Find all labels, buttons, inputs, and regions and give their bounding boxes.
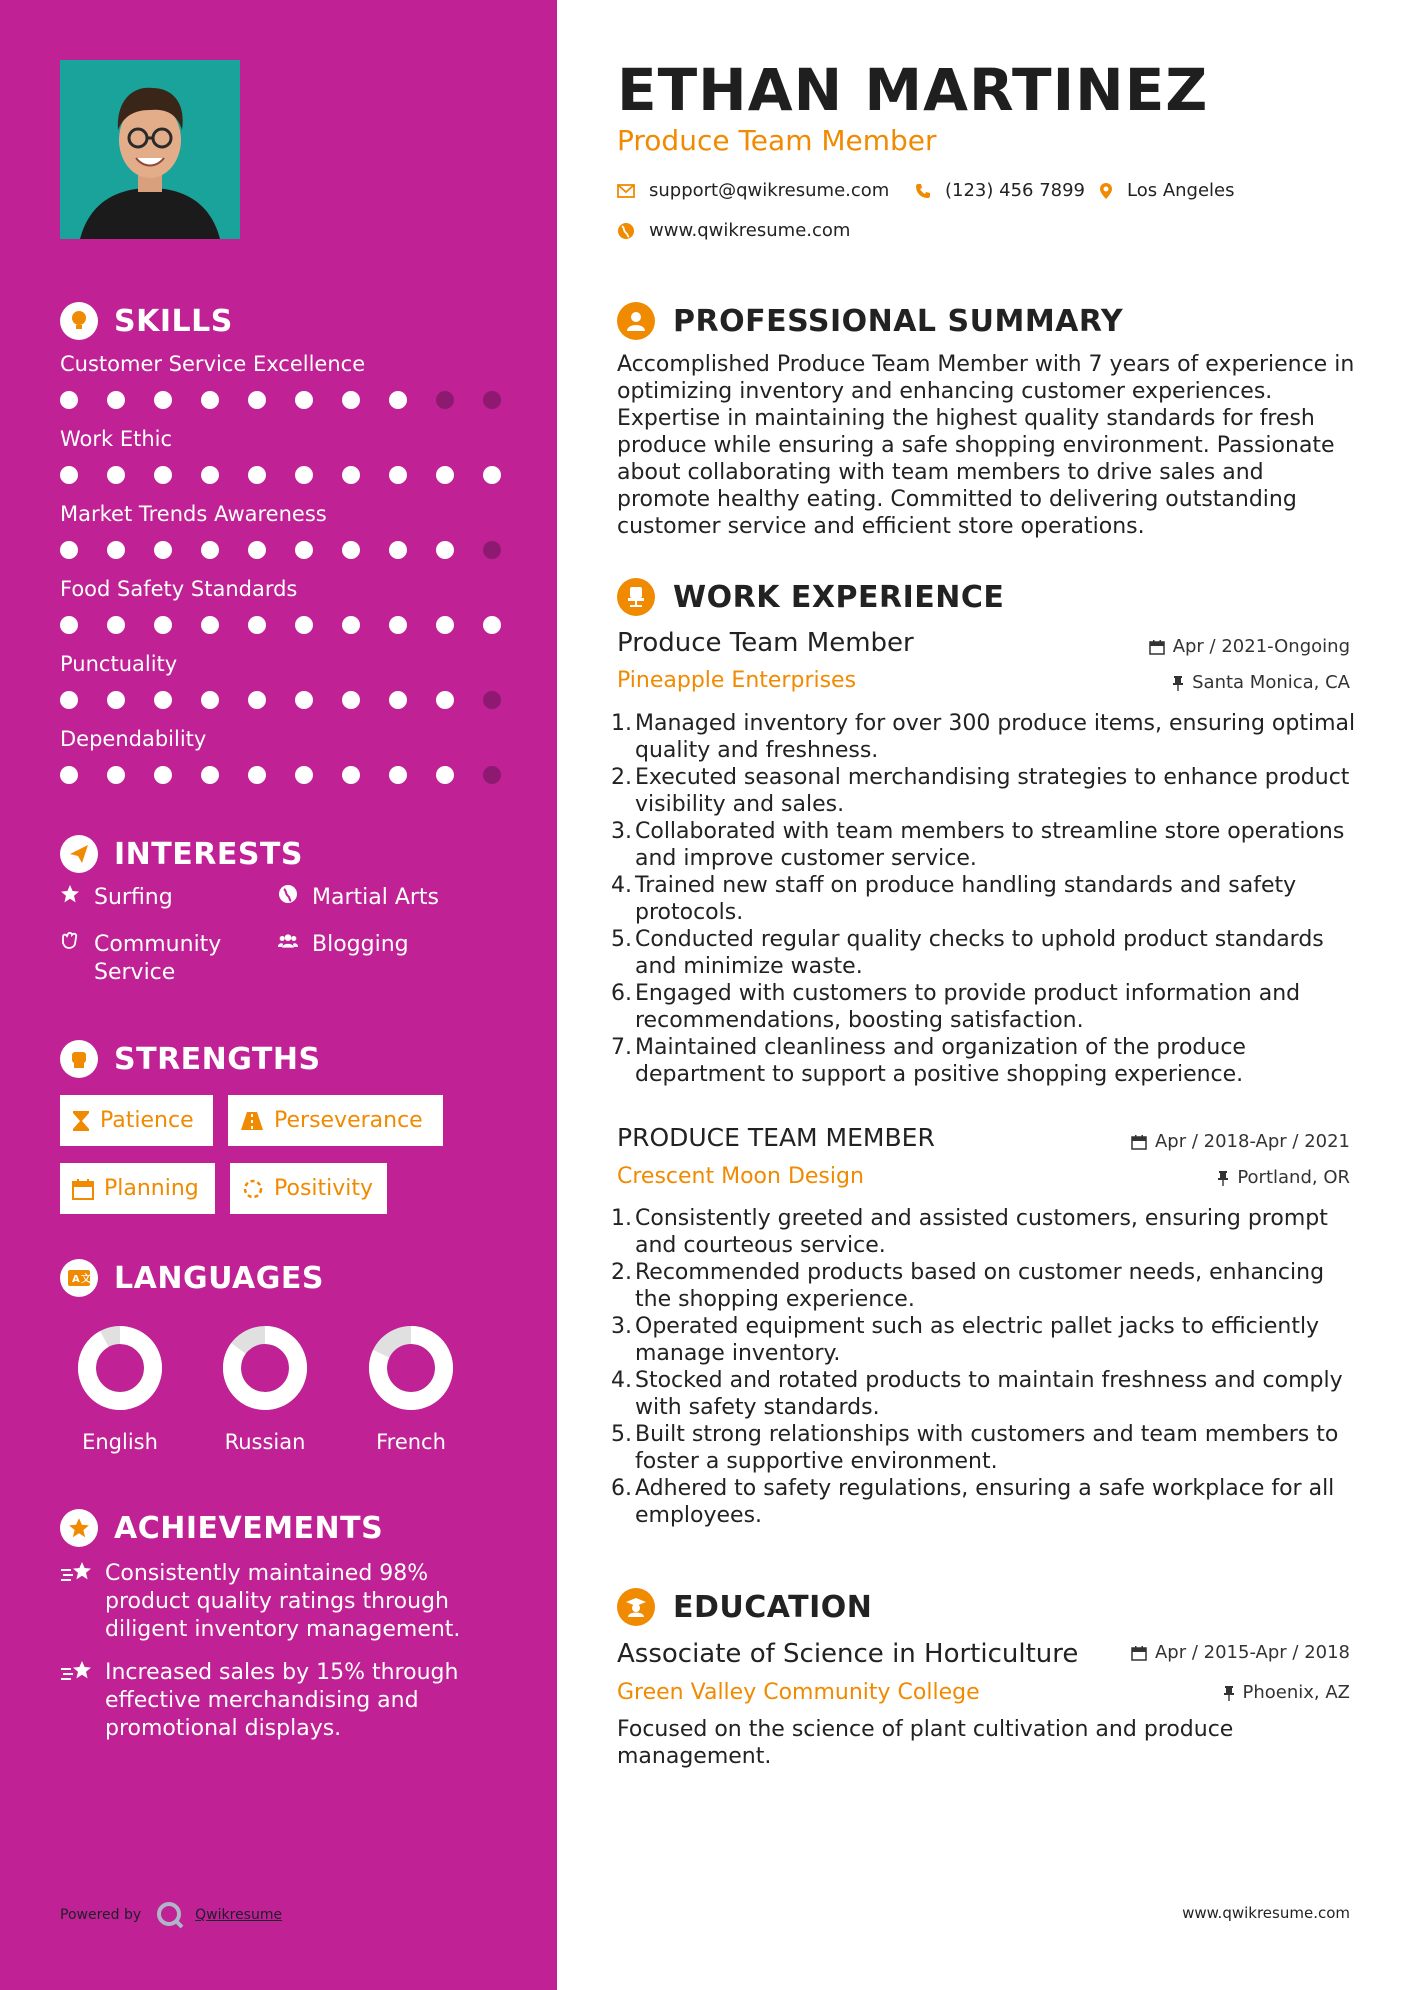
calendar-icon (1131, 1134, 1147, 1150)
skill-dot (389, 766, 407, 784)
education-degree: Associate of Science in Horticulture (617, 1639, 1079, 1669)
job-bullet-list (611, 1205, 1357, 1529)
job-bullet (611, 1367, 1357, 1421)
skill-dot (154, 466, 172, 484)
bullet-number: 6. (611, 1476, 632, 1501)
paper-plane-icon (60, 835, 98, 873)
lightbulb-icon (60, 302, 98, 340)
bullet-text: Executed seasonal merchandising strategies to enhance product visibility and sales. (635, 765, 1350, 817)
job-bullet (611, 1313, 1357, 1367)
bullet-number: 7. (611, 1035, 632, 1060)
skill-dot (295, 766, 313, 784)
skill-dot (342, 766, 360, 784)
bullet-number: 4. (611, 873, 632, 898)
job-role: PRODUCE TEAM MEMBER (617, 1123, 935, 1152)
skills-title: SKILLS (114, 303, 233, 339)
qwikresume-logo-icon (155, 1900, 185, 1930)
skill-name: Work Ethic (60, 427, 173, 451)
languages-title: LANGUAGES (114, 1260, 324, 1296)
job-bullet (611, 1034, 1357, 1088)
bullet-number: 4. (611, 1368, 632, 1393)
skill-dot (436, 391, 454, 409)
skill-dot (201, 616, 219, 634)
skill-dot (342, 391, 360, 409)
contact-phone[interactable]: (123) 456 7899 (915, 180, 1085, 201)
skill-dot (248, 691, 266, 709)
skill-dot (342, 691, 360, 709)
bullet-number: 1. (611, 711, 632, 736)
skill-name: Punctuality (60, 652, 178, 676)
skill-dot (154, 766, 172, 784)
map-pin-icon (1099, 182, 1113, 200)
skill-dot (154, 616, 172, 634)
education-heading: EDUCATION (617, 1588, 872, 1626)
achievements-title: ACHIEVEMENTS (114, 1510, 384, 1546)
bullet-number: 1. (611, 1206, 632, 1231)
job-bullet (611, 1421, 1357, 1475)
language-label-french: French (376, 1430, 446, 1454)
skill-dot (389, 691, 407, 709)
bullet-text: Built strong relationships with customers and team members to foster a supportive environment. (635, 1422, 1339, 1474)
skill-name: Market Trends Awareness (60, 502, 327, 526)
skill-dot (436, 766, 454, 784)
bullet-text: Trained new staff on produce handling standards and safety protocols. (635, 873, 1297, 925)
language-rings (0, 1318, 557, 1418)
bullet-text: Adhered to safety regulations, ensuring a safe workplace for all employees. (635, 1476, 1335, 1528)
skill-dot (436, 466, 454, 484)
star-icon (60, 884, 80, 904)
skill-name: Customer Service Excellence (60, 352, 366, 376)
hand-icon (60, 931, 80, 951)
bullet-number: 2. (611, 1260, 632, 1285)
qwikresume-link[interactable]: Qwikresume (195, 1907, 283, 1923)
education-school: Green Valley Community College (617, 1680, 980, 1705)
job-bullet (611, 1475, 1357, 1529)
skill-dot (436, 616, 454, 634)
pushpin-icon (1217, 1170, 1229, 1186)
summary-text: Accomplished Produce Team Member with 7 years of experience in optimizing inventory and enhancing customer experiences. Expertise in maintaining the highest quality standards for fresh produce while ensuring a safe shopping environment. Passionate about collaborating with team members to drive sales and promote healthy eating. Committed to delivering outstanding customer service and efficient store operations. (617, 352, 1355, 539)
bullet-text: Collaborated with team members to streamline store operations and improve customer service. (635, 819, 1345, 871)
bullet-text: Engaged with customers to provide product information and recommendations, boosting satisfaction. (635, 981, 1301, 1033)
job-bullet (611, 1259, 1357, 1313)
skill-dot (248, 541, 266, 559)
skill-dot (389, 391, 407, 409)
sidebar (0, 0, 557, 1990)
education-dates: Apr / 2015-Apr / 2018 (1131, 1642, 1350, 1663)
job-bullet-list (611, 710, 1357, 1088)
job-bullet (611, 764, 1357, 818)
experience-heading: WORK EXPERIENCE (617, 578, 1004, 616)
job-bullet (611, 818, 1357, 872)
skill-dot (107, 691, 125, 709)
interest-item-community-service: Community Service (60, 931, 250, 987)
education-text: Focused on the science of plant cultivation and produce management. (617, 1717, 1234, 1769)
skill-dot (295, 466, 313, 484)
skill-dot (483, 691, 501, 709)
envelope-icon (617, 184, 635, 198)
calendar-icon (1149, 639, 1165, 655)
skill-dot (60, 691, 78, 709)
skill-dot (248, 616, 266, 634)
job-company: Pineapple Enterprises (617, 668, 857, 693)
bullet-text: Conducted regular quality checks to uphold product standards and minimize waste. (635, 927, 1324, 979)
bullet-text: Recommended products based on customer needs, enhancing the shopping experience. (635, 1260, 1325, 1312)
candidate-title: Produce Team Member (617, 124, 937, 157)
skill-rating (60, 616, 530, 634)
bullet-text: Maintained cleanliness and organization of the produce department to support a positive shopping experience. (635, 1035, 1246, 1087)
skill-dot (107, 766, 125, 784)
skill-dot (342, 466, 360, 484)
skill-dot (201, 541, 219, 559)
languages-heading (60, 1259, 324, 1297)
strengths-title: STRENGTHS (114, 1041, 321, 1077)
skill-dot (295, 541, 313, 559)
globe-icon (617, 222, 635, 240)
skill-dot (483, 466, 501, 484)
bullet-number: 3. (611, 819, 632, 844)
skill-dot (201, 466, 219, 484)
pushpin-icon (1172, 675, 1184, 691)
education-location: Phoenix, AZ (1223, 1682, 1351, 1703)
job-location: Portland, OR (1217, 1167, 1350, 1188)
skill-dot (483, 541, 501, 559)
strengths-heading (60, 1040, 321, 1078)
job-company: Crescent Moon Design (617, 1164, 864, 1189)
strength-badge-patience: Patience (60, 1095, 213, 1146)
language-label-russian: Russian (224, 1430, 306, 1454)
skill-dot (389, 541, 407, 559)
skill-name: Food Safety Standards (60, 577, 298, 601)
contact-location: Los Angeles (1099, 180, 1235, 201)
skill-dot (248, 391, 266, 409)
skill-dot (60, 466, 78, 484)
skill-dot (201, 766, 219, 784)
achievement-item: Consistently maintained 98% product quality ratings through diligent inventory management. (60, 1560, 500, 1644)
skill-dot (483, 616, 501, 634)
calendar-icon (72, 1178, 94, 1200)
skill-dot (436, 691, 454, 709)
skill-dot (248, 466, 266, 484)
skill-rating (60, 466, 530, 484)
calendar-icon (1131, 1645, 1147, 1661)
strength-badge-planning: Planning (60, 1163, 215, 1214)
job-bullet (611, 926, 1357, 980)
skill-dot (295, 691, 313, 709)
skill-dot (295, 616, 313, 634)
globe-icon (278, 884, 298, 904)
skill-dot (389, 466, 407, 484)
skill-dot (107, 391, 125, 409)
shooting-star-icon (60, 1560, 94, 1644)
job-location: Santa Monica, CA (1172, 672, 1350, 693)
bullet-text: Operated equipment such as electric pallet jacks to efficiently manage inventory. (635, 1314, 1320, 1366)
user-icon (617, 302, 655, 340)
spinner-icon (242, 1178, 264, 1200)
pushpin-icon (1223, 1685, 1235, 1701)
language-label-english: English (82, 1430, 158, 1454)
skill-dot (248, 766, 266, 784)
interest-item-martial-arts: Martial Arts (278, 884, 439, 912)
skill-name: Dependability (60, 727, 207, 751)
bullet-text: Managed inventory for over 300 produce items, ensuring optimal quality and freshness. (635, 711, 1356, 763)
candidate-name: ETHAN MARTINEZ (617, 56, 1209, 124)
trophy-star-icon (60, 1509, 98, 1547)
skill-dot (60, 766, 78, 784)
contact-website[interactable]: www.qwikresume.com (617, 220, 850, 241)
skill-dot (60, 391, 78, 409)
interests-title: INTERESTS (114, 836, 303, 872)
achievements-heading (60, 1509, 383, 1547)
skill-dot (60, 616, 78, 634)
hourglass-icon (72, 1110, 90, 1132)
language-icon (60, 1259, 98, 1297)
skills-heading (60, 302, 233, 340)
profile-photo (60, 60, 240, 239)
bullet-text: Consistently greeted and assisted customers, ensuring prompt and courteous service. (635, 1206, 1328, 1258)
footer-url[interactable]: www.qwikresume.com (1182, 1904, 1350, 1922)
skill-rating (60, 391, 530, 409)
job-bullet (611, 872, 1357, 926)
skill-dot (342, 616, 360, 634)
skill-dot (201, 691, 219, 709)
job-bullet (611, 710, 1357, 764)
skill-dot (154, 391, 172, 409)
avatar (60, 60, 240, 239)
skill-dot (60, 541, 78, 559)
skill-dot (483, 391, 501, 409)
job-dates: Apr / 2021-Ongoing (1149, 636, 1350, 657)
bullet-number: 6. (611, 981, 632, 1006)
office-chair-icon (617, 578, 655, 616)
svg-text:文: 文 (81, 1274, 91, 1285)
road-icon (240, 1111, 264, 1131)
skill-rating (60, 541, 530, 559)
strength-badge-positivity: Positivity (230, 1163, 387, 1214)
users-icon (278, 931, 298, 951)
skill-dot (389, 616, 407, 634)
skill-dot (436, 541, 454, 559)
powered-by: Powered by Qwikresume (60, 1900, 282, 1930)
job-bullet (611, 1205, 1357, 1259)
skill-dot (154, 541, 172, 559)
interests-heading (60, 835, 303, 873)
bullet-number: 5. (611, 1422, 632, 1447)
skill-dot (201, 391, 219, 409)
graduate-icon (617, 1588, 655, 1626)
svg-text:A: A (72, 1274, 81, 1285)
skill-dot (295, 391, 313, 409)
bullet-number: 5. (611, 927, 632, 952)
interest-item-surfing: Surfing (60, 884, 173, 912)
skill-dot (483, 766, 501, 784)
language-ring-fill (87, 1335, 153, 1401)
summary-heading: PROFESSIONAL SUMMARY (617, 302, 1123, 340)
job-dates: Apr / 2018-Apr / 2021 (1131, 1131, 1350, 1152)
shooting-star-icon (60, 1659, 94, 1743)
bullet-number: 2. (611, 765, 632, 790)
contact-email[interactable]: support@qwikresume.com (617, 180, 889, 201)
skill-dot (107, 616, 125, 634)
job-bullet (611, 980, 1357, 1034)
skill-dot (107, 466, 125, 484)
strength-badge-perseverance: Perseverance (228, 1095, 443, 1146)
fist-icon (60, 1040, 98, 1078)
interest-item-blogging: Blogging (278, 931, 409, 959)
skill-rating (60, 766, 530, 784)
skill-rating (60, 691, 530, 709)
phone-icon (915, 183, 931, 199)
bullet-number: 3. (611, 1314, 632, 1339)
job-role: Produce Team Member (617, 628, 914, 658)
bullet-text: Stocked and rotated products to maintain freshness and comply with safety standards. (635, 1368, 1343, 1420)
skill-dot (154, 691, 172, 709)
skill-dot (342, 541, 360, 559)
achievement-item: Increased sales by 15% through effective merchandising and promotional displays. (60, 1659, 500, 1743)
skill-dot (107, 541, 125, 559)
